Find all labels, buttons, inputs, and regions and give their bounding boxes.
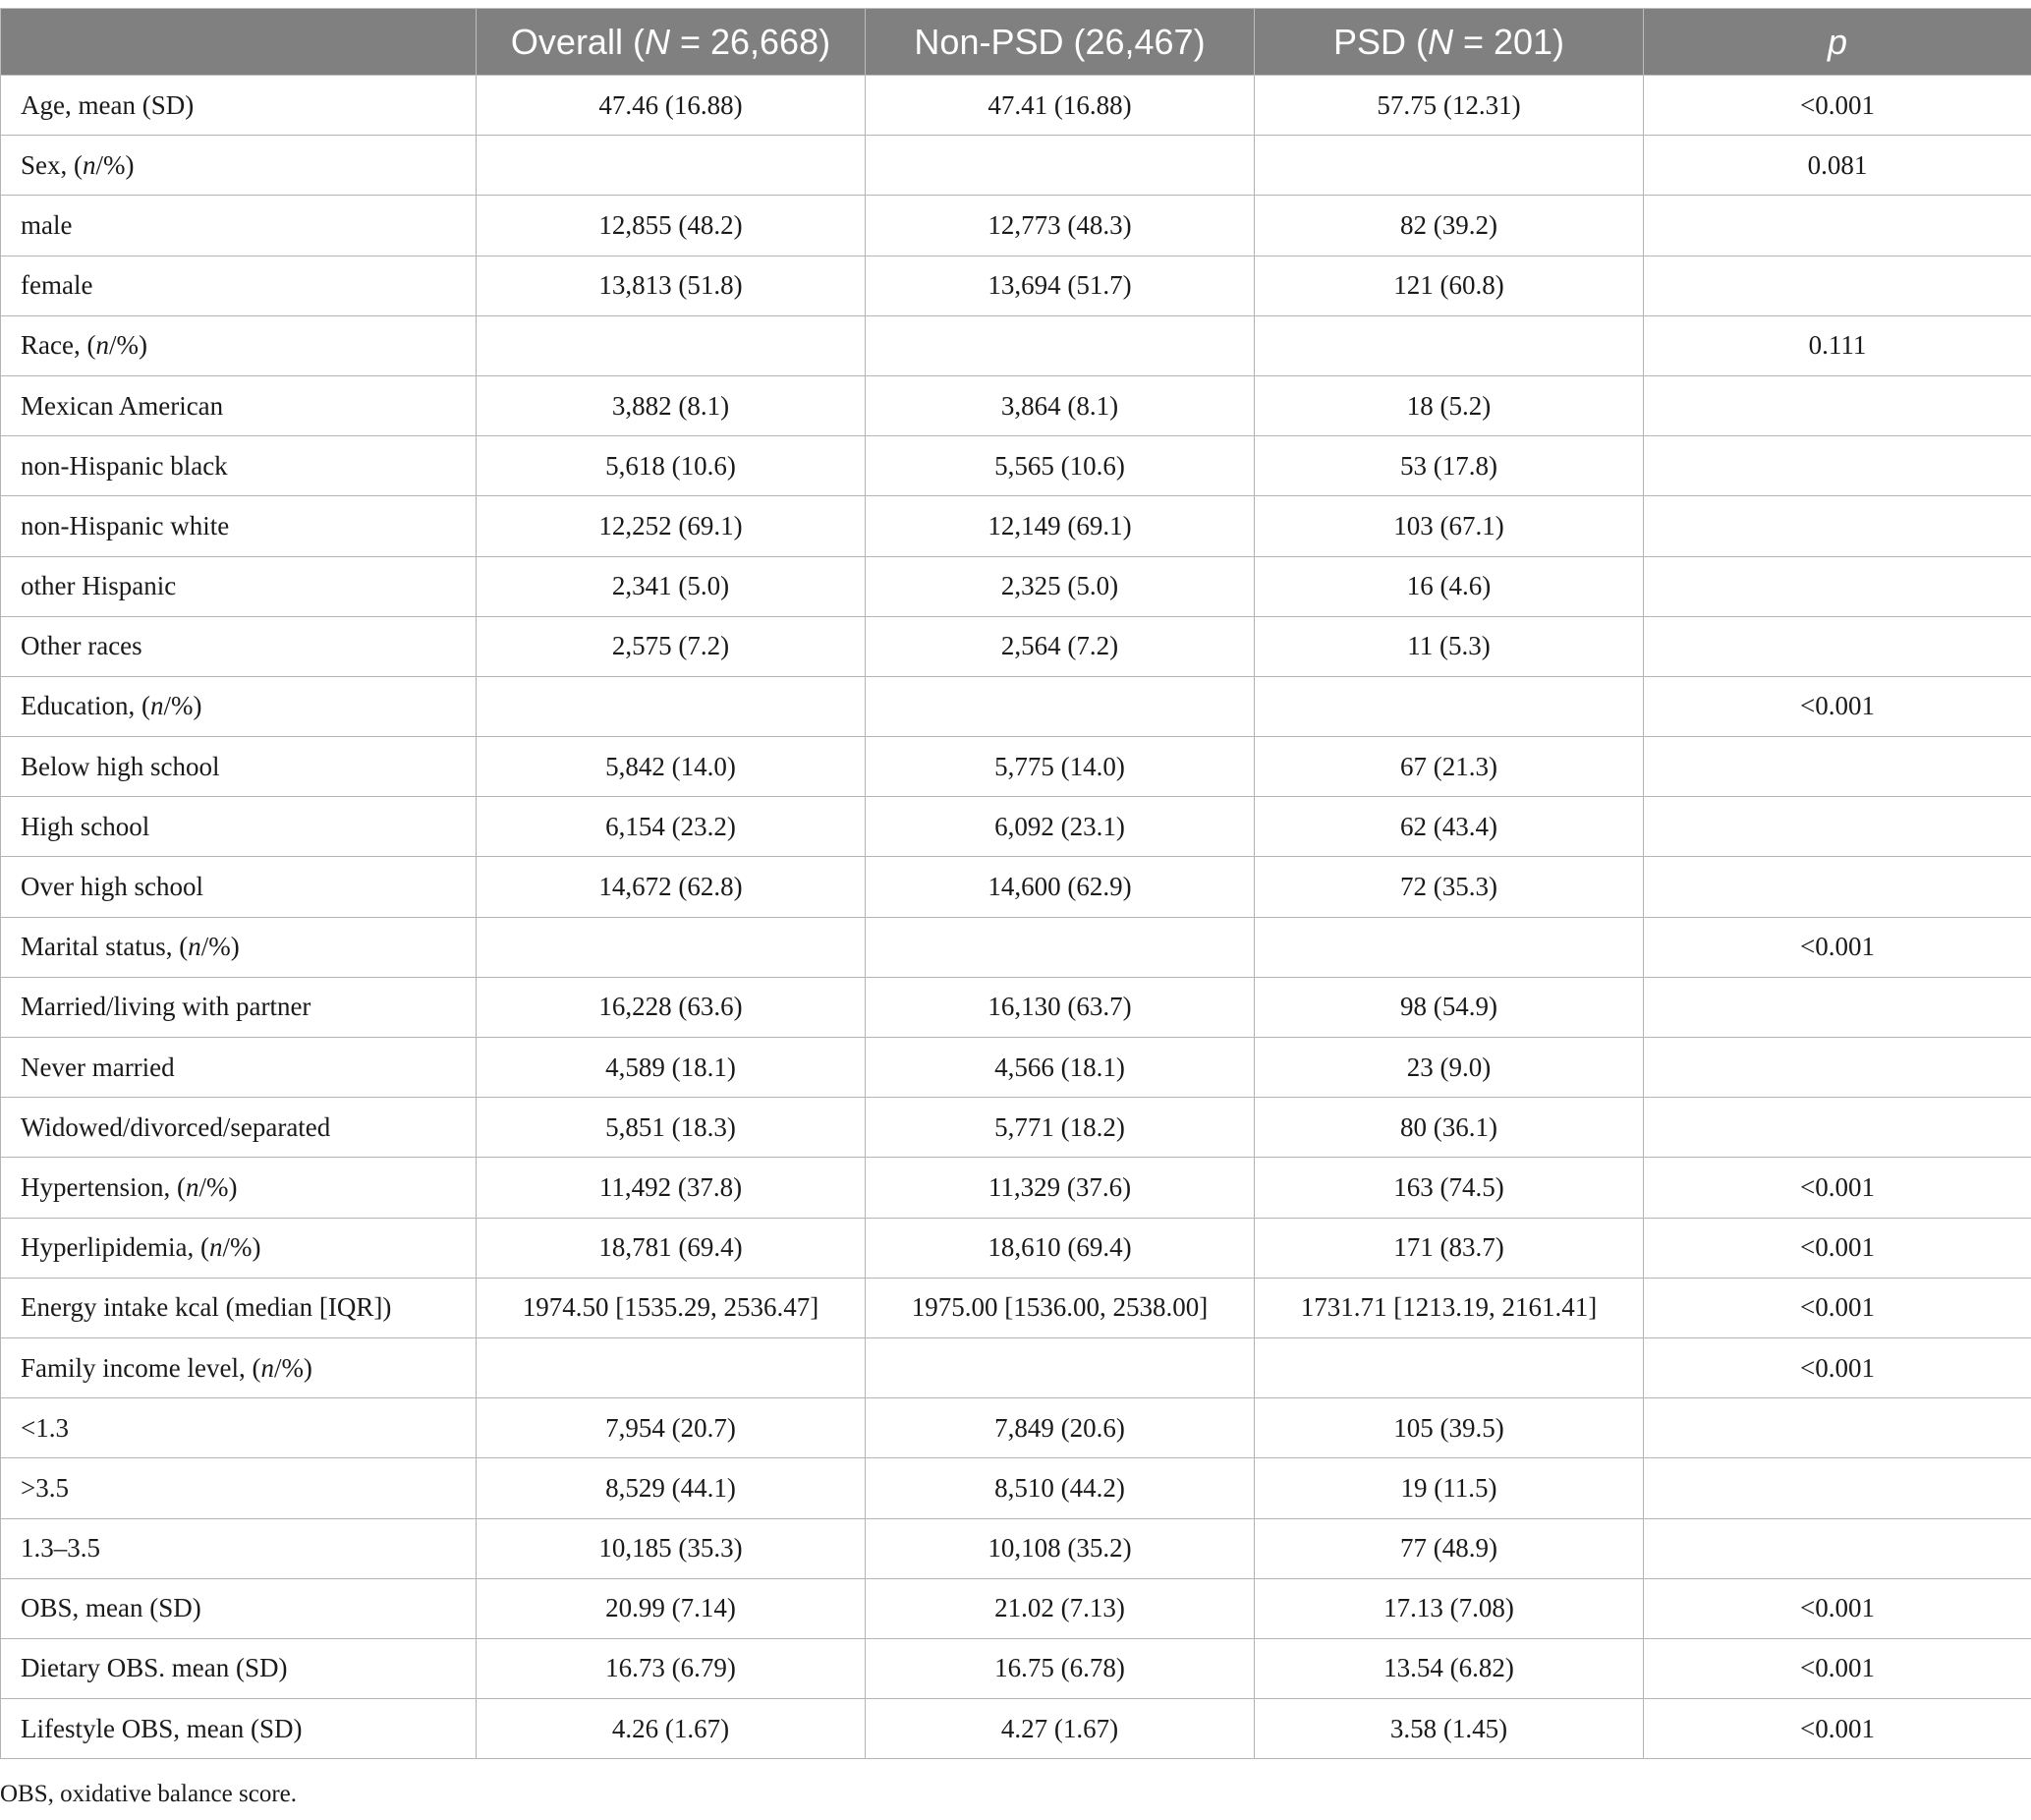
cell-overall: 11,492 (37.8) <box>477 1158 866 1218</box>
header-p-value: p <box>1644 9 2031 76</box>
cell-psd: 82 (39.2) <box>1255 196 1644 256</box>
row-label: Over high school <box>1 857 477 917</box>
characteristics-table-container <box>0 8 2031 1759</box>
cell-overall <box>477 917 866 977</box>
cell-non-psd <box>866 315 1255 375</box>
cell-non-psd: 12,773 (48.3) <box>866 196 1255 256</box>
cell-overall: 12,855 (48.2) <box>477 196 866 256</box>
cell-psd: 3.58 (1.45) <box>1255 1699 1644 1759</box>
cell-p-value <box>1644 375 2031 435</box>
cell-overall: 2,575 (7.2) <box>477 616 866 676</box>
header-row <box>1 9 2031 76</box>
row-label: male <box>1 196 477 256</box>
cell-p-value <box>1644 1518 2031 1578</box>
header-non-psd: Non-PSD (26,467) <box>866 9 1255 76</box>
row-label: Lifestyle OBS, mean (SD) <box>1 1699 477 1759</box>
row-label: non-Hispanic white <box>1 496 477 556</box>
cell-p-value <box>1644 1398 2031 1458</box>
cell-p-value: <0.001 <box>1644 1158 2031 1218</box>
cell-psd <box>1255 315 1644 375</box>
table-row <box>1 496 2031 556</box>
cell-p-value <box>1644 196 2031 256</box>
cell-overall <box>477 676 866 736</box>
table-header <box>1 9 2031 76</box>
row-label: >3.5 <box>1 1458 477 1518</box>
cell-non-psd: 11,329 (37.6) <box>866 1158 1255 1218</box>
cell-overall: 18,781 (69.4) <box>477 1218 866 1278</box>
cell-overall: 10,185 (35.3) <box>477 1518 866 1578</box>
cell-overall <box>477 136 866 196</box>
table-row <box>1 797 2031 857</box>
row-label: Hyperlipidemia, (n/%) <box>1 1218 477 1278</box>
cell-psd: 23 (9.0) <box>1255 1038 1644 1098</box>
cell-psd: 1731.71 [1213.19, 2161.41] <box>1255 1278 1644 1337</box>
cell-overall: 6,154 (23.2) <box>477 797 866 857</box>
cell-p-value: <0.001 <box>1644 1278 2031 1337</box>
cell-p-value <box>1644 256 2031 315</box>
cell-non-psd: 6,092 (23.1) <box>866 797 1255 857</box>
row-label: Below high school <box>1 737 477 797</box>
cell-psd: 77 (48.9) <box>1255 1518 1644 1578</box>
row-label: <1.3 <box>1 1398 477 1458</box>
cell-psd: 53 (17.8) <box>1255 436 1644 496</box>
cell-overall: 5,851 (18.3) <box>477 1098 866 1158</box>
table-row <box>1 977 2031 1037</box>
row-label: OBS, mean (SD) <box>1 1578 477 1638</box>
cell-p-value: <0.001 <box>1644 76 2031 136</box>
cell-psd: 103 (67.1) <box>1255 496 1644 556</box>
cell-non-psd: 10,108 (35.2) <box>866 1518 1255 1578</box>
cell-non-psd: 4.27 (1.67) <box>866 1699 1255 1759</box>
table-footnote: OBS, oxidative balance score. <box>0 1781 297 1807</box>
table-row <box>1 256 2031 315</box>
cell-p-value <box>1644 616 2031 676</box>
cell-p-value: 0.081 <box>1644 136 2031 196</box>
cell-psd: 72 (35.3) <box>1255 857 1644 917</box>
table-row <box>1 1158 2031 1218</box>
cell-non-psd <box>866 1337 1255 1397</box>
cell-psd: 98 (54.9) <box>1255 977 1644 1037</box>
cell-p-value <box>1644 1038 2031 1098</box>
table-row <box>1 676 2031 736</box>
row-label: Age, mean (SD) <box>1 76 477 136</box>
cell-p-value <box>1644 797 2031 857</box>
cell-psd: 163 (74.5) <box>1255 1158 1644 1218</box>
cell-psd <box>1255 917 1644 977</box>
cell-overall: 12,252 (69.1) <box>477 496 866 556</box>
cell-non-psd: 8,510 (44.2) <box>866 1458 1255 1518</box>
row-label: Mexican American <box>1 375 477 435</box>
cell-p-value <box>1644 496 2031 556</box>
table-row <box>1 1098 2031 1158</box>
row-label: female <box>1 256 477 315</box>
header-variable <box>1 9 477 76</box>
cell-psd: 62 (43.4) <box>1255 797 1644 857</box>
cell-non-psd: 1975.00 [1536.00, 2538.00] <box>866 1278 1255 1337</box>
row-label: High school <box>1 797 477 857</box>
cell-non-psd: 14,600 (62.9) <box>866 857 1255 917</box>
table-row <box>1 196 2031 256</box>
cell-non-psd: 5,565 (10.6) <box>866 436 1255 496</box>
cell-overall: 5,842 (14.0) <box>477 737 866 797</box>
row-label: Other races <box>1 616 477 676</box>
cell-overall: 16,228 (63.6) <box>477 977 866 1037</box>
cell-psd <box>1255 1337 1644 1397</box>
cell-overall: 47.46 (16.88) <box>477 76 866 136</box>
cell-psd: 19 (11.5) <box>1255 1458 1644 1518</box>
cell-psd: 17.13 (7.08) <box>1255 1578 1644 1638</box>
cell-p-value: <0.001 <box>1644 1218 2031 1278</box>
cell-psd: 18 (5.2) <box>1255 375 1644 435</box>
table-row <box>1 1638 2031 1698</box>
cell-psd: 11 (5.3) <box>1255 616 1644 676</box>
row-label: Marital status, (n/%) <box>1 917 477 977</box>
cell-non-psd: 47.41 (16.88) <box>866 76 1255 136</box>
cell-non-psd: 13,694 (51.7) <box>866 256 1255 315</box>
cell-non-psd: 18,610 (69.4) <box>866 1218 1255 1278</box>
cell-psd: 121 (60.8) <box>1255 256 1644 315</box>
cell-p-value <box>1644 436 2031 496</box>
cell-non-psd: 3,864 (8.1) <box>866 375 1255 435</box>
cell-non-psd <box>866 136 1255 196</box>
cell-p-value <box>1644 857 2031 917</box>
cell-p-value <box>1644 1458 2031 1518</box>
table-row <box>1 1699 2031 1759</box>
table-row <box>1 136 2031 196</box>
table-row <box>1 1218 2031 1278</box>
table-row <box>1 917 2031 977</box>
cell-non-psd <box>866 676 1255 736</box>
cell-psd: 57.75 (12.31) <box>1255 76 1644 136</box>
table-row <box>1 1398 2031 1458</box>
table-row <box>1 616 2031 676</box>
table-row <box>1 857 2031 917</box>
cell-non-psd: 12,149 (69.1) <box>866 496 1255 556</box>
table-row <box>1 1458 2031 1518</box>
cell-overall: 20.99 (7.14) <box>477 1578 866 1638</box>
cell-psd: 16 (4.6) <box>1255 556 1644 616</box>
cell-overall: 5,618 (10.6) <box>477 436 866 496</box>
row-label: non-Hispanic black <box>1 436 477 496</box>
table-row <box>1 1337 2031 1397</box>
row-label: Sex, (n/%) <box>1 136 477 196</box>
cell-overall: 16.73 (6.79) <box>477 1638 866 1698</box>
table-row <box>1 436 2031 496</box>
table-row <box>1 1578 2031 1638</box>
cell-p-value: <0.001 <box>1644 676 2031 736</box>
row-label: Race, (n/%) <box>1 315 477 375</box>
cell-overall <box>477 315 866 375</box>
cell-psd: 171 (83.7) <box>1255 1218 1644 1278</box>
cell-non-psd: 4,566 (18.1) <box>866 1038 1255 1098</box>
cell-p-value <box>1644 556 2031 616</box>
cell-overall <box>477 1337 866 1397</box>
row-label: 1.3–3.5 <box>1 1518 477 1578</box>
row-label: other Hispanic <box>1 556 477 616</box>
cell-psd: 105 (39.5) <box>1255 1398 1644 1458</box>
cell-p-value: <0.001 <box>1644 917 2031 977</box>
cell-non-psd: 16,130 (63.7) <box>866 977 1255 1037</box>
cell-overall: 4,589 (18.1) <box>477 1038 866 1098</box>
cell-p-value <box>1644 1098 2031 1158</box>
header-psd: PSD (N = 201) <box>1255 9 1644 76</box>
row-label: Family income level, (n/%) <box>1 1337 477 1397</box>
cell-non-psd <box>866 917 1255 977</box>
row-label: Widowed/divorced/separated <box>1 1098 477 1158</box>
table-row <box>1 737 2031 797</box>
cell-psd <box>1255 136 1644 196</box>
characteristics-table <box>0 8 2031 1759</box>
row-label: Education, (n/%) <box>1 676 477 736</box>
cell-p-value <box>1644 737 2031 797</box>
row-label: Energy intake kcal (median [IQR]) <box>1 1278 477 1337</box>
row-label: Hypertension, (n/%) <box>1 1158 477 1218</box>
cell-p-value: 0.111 <box>1644 315 2031 375</box>
cell-psd: 13.54 (6.82) <box>1255 1638 1644 1698</box>
row-label: Never married <box>1 1038 477 1098</box>
table-row <box>1 556 2031 616</box>
cell-overall: 2,341 (5.0) <box>477 556 866 616</box>
cell-psd: 80 (36.1) <box>1255 1098 1644 1158</box>
header-overall: Overall (N = 26,668) <box>477 9 866 76</box>
table-row <box>1 1518 2031 1578</box>
cell-non-psd: 7,849 (20.6) <box>866 1398 1255 1458</box>
cell-non-psd: 5,775 (14.0) <box>866 737 1255 797</box>
table-row <box>1 1278 2031 1337</box>
cell-psd <box>1255 676 1644 736</box>
cell-overall: 8,529 (44.1) <box>477 1458 866 1518</box>
table-body <box>1 76 2031 1759</box>
cell-non-psd: 16.75 (6.78) <box>866 1638 1255 1698</box>
cell-non-psd: 5,771 (18.2) <box>866 1098 1255 1158</box>
table-row <box>1 315 2031 375</box>
table-row <box>1 375 2031 435</box>
cell-non-psd: 2,564 (7.2) <box>866 616 1255 676</box>
row-label: Dietary OBS. mean (SD) <box>1 1638 477 1698</box>
table-row <box>1 76 2031 136</box>
cell-overall: 3,882 (8.1) <box>477 375 866 435</box>
cell-p-value: <0.001 <box>1644 1638 2031 1698</box>
cell-overall: 4.26 (1.67) <box>477 1699 866 1759</box>
cell-non-psd: 21.02 (7.13) <box>866 1578 1255 1638</box>
cell-overall: 14,672 (62.8) <box>477 857 866 917</box>
row-label: Married/living with partner <box>1 977 477 1037</box>
cell-p-value: <0.001 <box>1644 1699 2031 1759</box>
table-row <box>1 1038 2031 1098</box>
cell-psd: 67 (21.3) <box>1255 737 1644 797</box>
cell-p-value: <0.001 <box>1644 1337 2031 1397</box>
cell-overall: 1974.50 [1535.29, 2536.47] <box>477 1278 866 1337</box>
cell-overall: 13,813 (51.8) <box>477 256 866 315</box>
cell-non-psd: 2,325 (5.0) <box>866 556 1255 616</box>
cell-p-value: <0.001 <box>1644 1578 2031 1638</box>
cell-p-value <box>1644 977 2031 1037</box>
cell-overall: 7,954 (20.7) <box>477 1398 866 1458</box>
